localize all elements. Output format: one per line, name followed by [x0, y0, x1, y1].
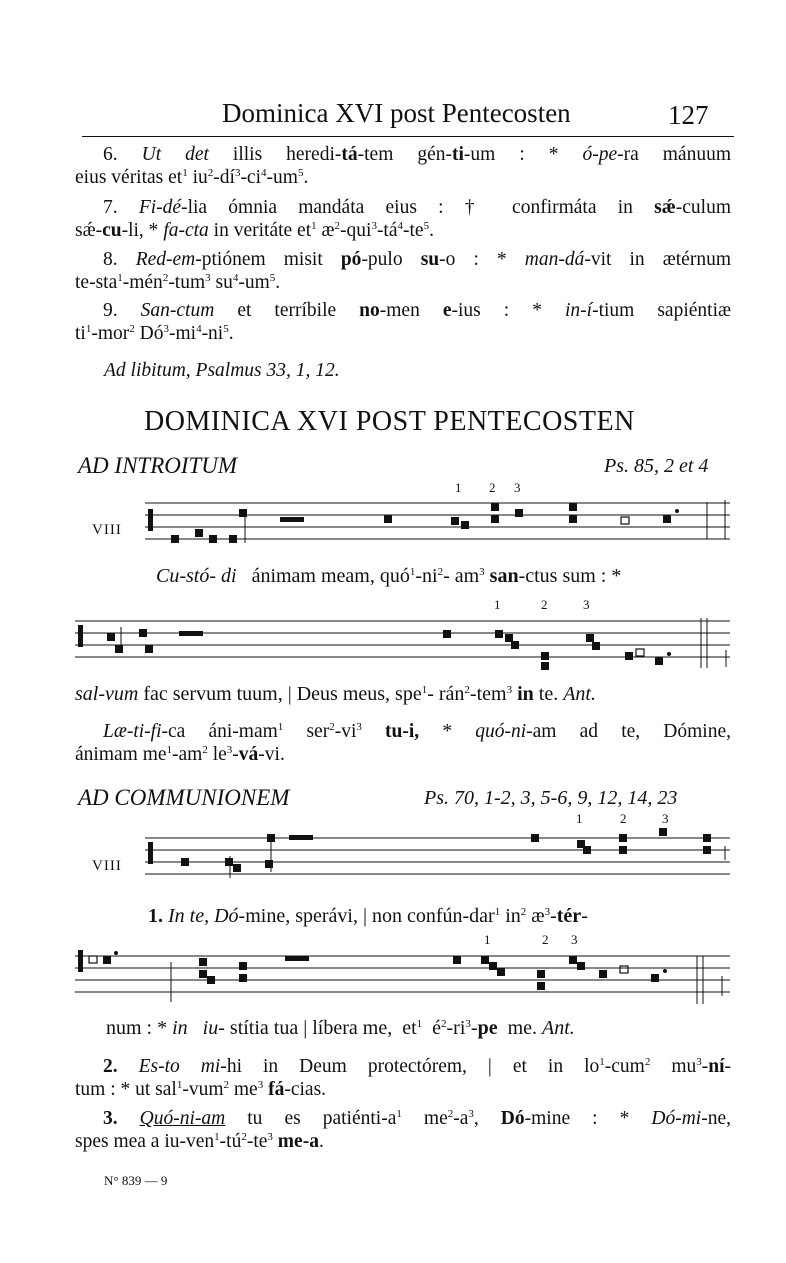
communio-staff2-num-3: 3	[571, 932, 578, 947]
introitus-staff2-num-2: 2	[541, 597, 548, 612]
header-rule	[82, 136, 734, 137]
introitus-lyric-1: Cu-stó- di ánimam meam, $quó^1-ni^2-$ $am^3$ san-ctus sum : *	[156, 565, 622, 587]
introitus-staff1-num-1: 1	[455, 480, 462, 495]
communio-mode: VIII	[92, 858, 122, 874]
communio-reference: Ps. 70, 1-2, 3, 5-6, 9, 12, 14, 23	[424, 787, 678, 809]
communio-lyric-1: 1. In te, Dó-mine, sperávi, | non confún-dar$^1$ $in^2$ $æ^3-tér-$	[148, 905, 588, 927]
verse-8: 8. Red-em-ptiónem misit pó-pulo su-o : * man-dá-vit in ætérnum te-sta$^1$-mén$^2$-tum$^3$ $su^4-um^5$.	[75, 249, 731, 293]
verse-7: 7. Fi-dé-lia ómnia mandáta eius : † confirmáta in sǽ-culum sǽ-cu-li, * fa-cta in veritáte $et^1$ $æ^2-qui^3-tá^4-te^5$.	[75, 197, 732, 241]
introitus-lyric-2: sal-vum fac servum tuum, | Deus meus, spe$^1$- rán$^2$-tem$^3$ in te. Ant.	[75, 683, 596, 705]
introitus-staff1-num-2: 2	[489, 480, 496, 495]
communio-staff1-num-1: 1	[576, 811, 583, 826]
introitus-staff2-num-1: 1	[494, 597, 501, 612]
communio-staff1-num-3: 3	[662, 811, 669, 826]
communio-staff2-num-1: 1	[484, 932, 491, 947]
page-number: 127	[668, 100, 709, 130]
communio-heading: AD COMMUNIONEM	[78, 785, 290, 810]
communio-staff-1	[145, 828, 730, 890]
communio-staff-2	[75, 946, 730, 1010]
introitus-staff2-num-3: 3	[583, 597, 590, 612]
verse-6: 6. Ut det illis heredi-tá-tem gén-ti-um : * ó-pe-ra mánuum eius véritas $et^1$ $iu^2-dí^3-ci^4-um^5$.	[75, 144, 731, 188]
communio-verse-3: 3. Quó-ni-am tu es patiénti-$a^1$ $me^2-a^3$, Dó-mine : * Dó-mi-ne, spes mea a $iu-ven^1-tú^2-te^3$ me-a.	[75, 1108, 731, 1152]
introitus-heading: AD INTROITUM	[78, 453, 238, 478]
introitus-mode: VIII	[92, 522, 122, 538]
introitus-antiphon-verse: Læ-ti-fi-ca áni-mam$^1$ $ser^2-vi^3$ tu-i, * quó-ni-am ad te, Dómine, ánimam $me^1-am^2$ $le^3-vá-vi$.	[75, 721, 732, 765]
feast-title: DOMINICA XVI POST PENTECOSTEN	[144, 406, 635, 437]
signature-footer: N° 839 — 9	[104, 1173, 168, 1188]
ad-libitum-note: Ad libitum, Psalmus 33, 1, 12.	[104, 360, 340, 381]
communio-staff1-num-2: 2	[620, 811, 627, 826]
introitus-staff1-num-3: 3	[514, 480, 521, 495]
running-head-title: Dominica XVI post Pentecosten	[222, 98, 571, 128]
introitus-staff-2	[75, 612, 730, 676]
communio-lyric-2: num : * in iu- stítia tua | líbera me, $et^1$ $é^2-ri^3-pe$ me. Ant.	[106, 1017, 575, 1039]
introitus-staff-1	[145, 496, 730, 556]
verse-9: 9. San-ctum et terríbile no-men e-ius : * in-í-tium sapiéntiæ $ti^1-mor^2$ $Dó^3-mi^4-ni^5$.	[75, 300, 732, 344]
communio-staff2-num-2: 2	[542, 932, 549, 947]
communio-verse-2: 2. Es-to mi-hi in Deum protectórem, | et in $lo^1-cum^2$ $mu^3-ní-$ tum : * ut sal$^1$-vum$^2$ $me^3$ fá-cias.	[75, 1056, 732, 1100]
introitus-reference: Ps. 85, 2 et 4	[604, 455, 709, 477]
